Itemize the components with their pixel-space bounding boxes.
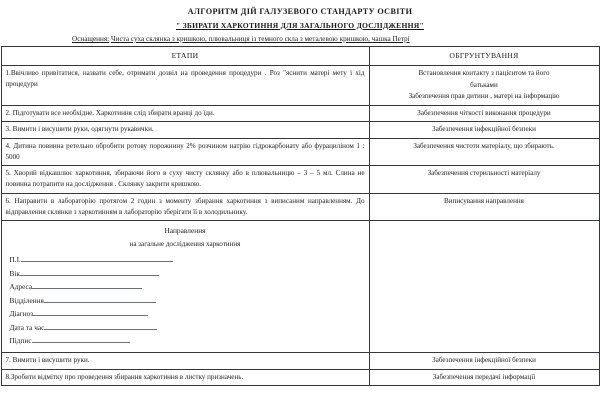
table-row	[1, 66, 599, 106]
field-label: Відділення	[9, 295, 44, 305]
table-row	[1, 105, 599, 122]
referral-field-age	[6, 267, 365, 281]
justification-line: Забезпечення прав дитини , матері на інформацію	[408, 92, 560, 101]
field-rule-diagnosis[interactable]	[33, 307, 148, 316]
justification-cell	[369, 138, 599, 165]
step-cell: 7. Вимити і висушити руки.	[1, 353, 369, 370]
justification-cell	[369, 353, 599, 370]
field-rule-department[interactable]	[44, 294, 156, 303]
referral-form	[6, 223, 365, 350]
equipment-line	[0, 34, 600, 44]
justification-cell	[369, 122, 599, 139]
table-row	[1, 166, 599, 193]
step-cell: 6. Направити в лабораторію протягом 2 годин з моменту збирання харкотиння з виписаним направленням. До відправлення склянки з харкотинням в лабораторію зберігати її в холодильнику.	[1, 193, 369, 220]
referral-field-diagnosis	[6, 307, 365, 321]
referral-field-department	[6, 294, 365, 308]
document-title: АЛГОРИТМ ДІЙ ГАЛУЗЕВОГО СТАНДАРТУ ОСВІТИ	[187, 7, 413, 16]
field-label: Дата та час	[9, 322, 45, 332]
justification-line: Виписування направлення	[444, 196, 524, 205]
field-label: Адреса	[9, 282, 33, 292]
referral-justification-cell	[369, 220, 599, 352]
justification-line: Забезпечення чіткості виконання процедури	[417, 108, 551, 117]
field-label: П.І.	[9, 254, 21, 264]
justification-line: батьками	[470, 80, 498, 89]
referral-field-address	[6, 280, 365, 294]
justification-cell	[369, 66, 599, 106]
justification-line: Забезпечення чистоти матеріалу, що збирають.	[413, 141, 555, 150]
justification-line: Забезпечення стерильності матеріалу	[427, 169, 541, 178]
justification-line: Забезпечення передачі інформації	[432, 372, 536, 381]
equipment-label: Оснащення:	[72, 35, 110, 43]
step-cell: 8.Зробити відмітку про проведення збирання харкотиння в листку призначень.	[1, 369, 369, 386]
field-label: Вік	[9, 268, 20, 278]
step-cell: 5. Хворий відкашлює харкотиння, збираючи його в суху чисту склянку або в плювальницю – 3 – 5 мл. Слина не повинна потрапити на дослідження . Склянку закрити кришкою.	[1, 166, 369, 193]
justification-cell	[369, 105, 599, 122]
field-rule-datetime[interactable]	[44, 321, 157, 330]
table-body	[1, 66, 599, 386]
table-row	[1, 122, 599, 139]
justification-cell	[369, 166, 599, 193]
column-header-steps: ЕТАПИ	[1, 47, 369, 66]
referral-cell	[1, 220, 369, 352]
table-row	[1, 193, 599, 220]
field-rule-address[interactable]	[32, 280, 142, 289]
referral-field-pi	[6, 253, 365, 267]
step-cell: 1.Ввічливо привітатися, назвати себе, отримати дозвіл на проведення процедури . Роз "яснити матері мету і хід процедури	[1, 66, 369, 106]
field-label: Підпис	[9, 336, 32, 346]
field-rule-signature[interactable]	[32, 334, 130, 343]
document-subtitle-text: " ЗБИРАТИ ХАРКОТИННЯ ДЛЯ ЗАГАЛЬНОГО ДОСЛІДЖЕННЯ"	[175, 21, 425, 30]
referral-field-signature	[6, 334, 365, 348]
justification-cell	[369, 193, 599, 220]
step-cell: 2. Підготувати все необхідне. Харкотиння слід збирати вранці до їди.	[1, 105, 369, 122]
referral-field-datetime	[6, 321, 365, 335]
algorithm-table	[1, 46, 600, 386]
document-subtitle	[0, 20, 600, 31]
referral-subtitle: на загальне дослідження харкотиння	[129, 239, 241, 248]
field-rule-pi[interactable]	[21, 253, 173, 262]
step-cell: 4. Дитина повинна ретельно обробити ротову порожнину 2% розчином натрію гідрокарбонату або фурациліном 1 : 5000	[1, 138, 369, 165]
table-row	[1, 369, 599, 386]
table-header-row	[1, 47, 599, 66]
equipment-value: Чиста суха склянка з кришкою, плювальниця із темного скла з металевою кришкою, чашка Петрі	[110, 35, 410, 43]
field-label: Діагноз	[9, 309, 34, 319]
table-row	[1, 138, 599, 165]
field-rule-age[interactable]	[20, 267, 159, 276]
justification-line: Забезпечення інфекційної безпеки	[432, 356, 536, 365]
step-cell: 3. Вимити і висушити руки, одягнути рукавички.	[1, 122, 369, 139]
justification-line: Забезпечення інфекційної безпеки	[432, 125, 536, 134]
justification-cell	[369, 369, 599, 386]
table-row	[1, 353, 599, 370]
column-header-justification: ОБГРУНТУВАННЯ	[369, 47, 599, 66]
referral-row	[1, 220, 599, 352]
document-page	[0, 6, 600, 420]
justification-line: Встановлення контакту з пацієнтом та його	[418, 69, 550, 78]
referral-title: Направлення	[164, 225, 206, 235]
